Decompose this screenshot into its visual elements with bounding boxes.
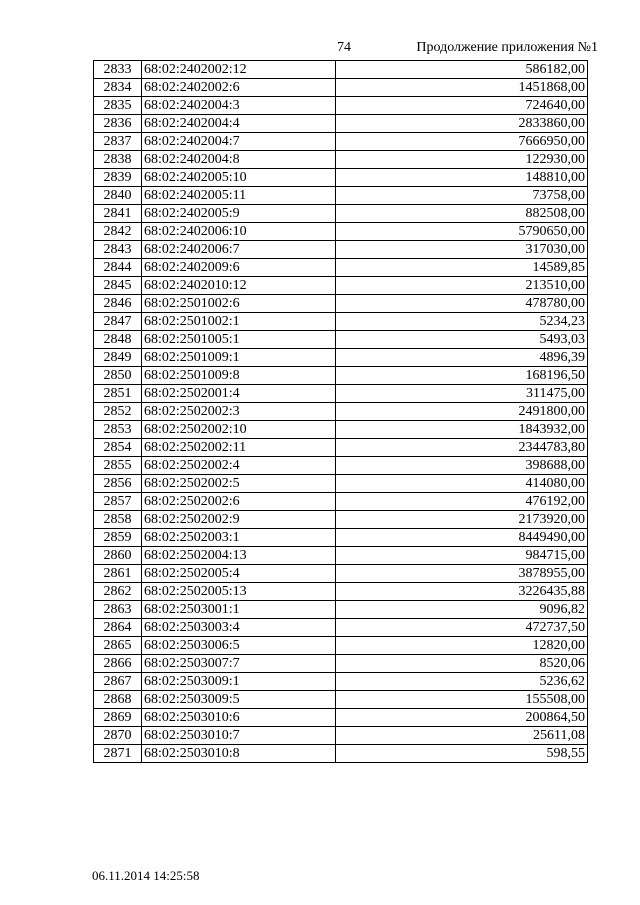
table-row (94, 295, 588, 313)
row-number-cell: 2849 (94, 349, 142, 367)
value-cell: 8449490,00 (336, 529, 588, 547)
value-cell: 1843932,00 (336, 421, 588, 439)
row-number-cell: 2869 (94, 709, 142, 727)
row-number-cell: 2845 (94, 277, 142, 295)
row-number-cell: 2866 (94, 655, 142, 673)
value-cell: 586182,00 (336, 61, 588, 79)
table-row (94, 583, 588, 601)
row-number-cell: 2861 (94, 565, 142, 583)
row-number-cell: 2854 (94, 439, 142, 457)
value-cell: 984715,00 (336, 547, 588, 565)
row-number-cell: 2868 (94, 691, 142, 709)
table-row (94, 691, 588, 709)
value-cell: 5234,23 (336, 313, 588, 331)
table-row (94, 151, 588, 169)
value-cell: 213510,00 (336, 277, 588, 295)
row-number-cell: 2833 (94, 61, 142, 79)
table-row (94, 493, 588, 511)
cadastral-number-cell: 68:02:2502001:4 (142, 385, 336, 403)
row-number-cell: 2852 (94, 403, 142, 421)
cadastral-number-cell: 68:02:2402005:10 (142, 169, 336, 187)
row-number-cell: 2863 (94, 601, 142, 619)
row-number-cell: 2846 (94, 295, 142, 313)
value-cell: 25611,08 (336, 727, 588, 745)
value-cell: 3226435,88 (336, 583, 588, 601)
value-cell: 5790650,00 (336, 223, 588, 241)
value-cell: 200864,50 (336, 709, 588, 727)
cadastral-number-cell: 68:02:2502005:4 (142, 565, 336, 583)
cadastral-number-cell: 68:02:2402005:11 (142, 187, 336, 205)
table-row (94, 619, 588, 637)
row-number-cell: 2838 (94, 151, 142, 169)
cadastral-number-cell: 68:02:2503009:5 (142, 691, 336, 709)
value-cell: 2173920,00 (336, 511, 588, 529)
value-cell: 2491800,00 (336, 403, 588, 421)
cadastral-number-cell: 68:02:2503010:6 (142, 709, 336, 727)
cadastral-number-cell: 68:02:2402005:9 (142, 205, 336, 223)
table-row (94, 313, 588, 331)
row-number-cell: 2848 (94, 331, 142, 349)
table-row (94, 259, 588, 277)
cadastral-number-cell: 68:02:2502005:13 (142, 583, 336, 601)
table-row (94, 187, 588, 205)
cadastral-number-cell: 68:02:2503009:1 (142, 673, 336, 691)
cadastral-number-cell: 68:02:2503010:8 (142, 745, 336, 763)
row-number-cell: 2844 (94, 259, 142, 277)
table-row (94, 439, 588, 457)
row-number-cell: 2856 (94, 475, 142, 493)
cadastral-number-cell: 68:02:2502002:11 (142, 439, 336, 457)
row-number-cell: 2871 (94, 745, 142, 763)
table-row (94, 655, 588, 673)
table-row (94, 205, 588, 223)
value-cell: 73758,00 (336, 187, 588, 205)
table-row (94, 601, 588, 619)
value-cell: 14589,85 (336, 259, 588, 277)
table-row (94, 331, 588, 349)
header-note: Продолжение приложения №1 (416, 40, 598, 55)
row-number-cell: 2840 (94, 187, 142, 205)
registry-table-body (94, 61, 588, 763)
row-number-cell: 2859 (94, 529, 142, 547)
value-cell: 724640,00 (336, 97, 588, 115)
row-number-cell: 2853 (94, 421, 142, 439)
value-cell: 1451868,00 (336, 79, 588, 97)
cadastral-number-cell: 68:02:2502002:4 (142, 457, 336, 475)
table-row (94, 79, 588, 97)
cadastral-number-cell: 68:02:2402004:8 (142, 151, 336, 169)
table-row (94, 727, 588, 745)
table-row (94, 115, 588, 133)
cadastral-number-cell: 68:02:2402004:7 (142, 133, 336, 151)
row-number-cell: 2870 (94, 727, 142, 745)
table-row (94, 61, 588, 79)
cadastral-number-cell: 68:02:2402004:3 (142, 97, 336, 115)
page-number: 74 (337, 40, 351, 55)
table-row (94, 367, 588, 385)
row-number-cell: 2858 (94, 511, 142, 529)
value-cell: 12820,00 (336, 637, 588, 655)
table-row (94, 277, 588, 295)
row-number-cell: 2835 (94, 97, 142, 115)
row-number-cell: 2839 (94, 169, 142, 187)
value-cell: 311475,00 (336, 385, 588, 403)
cadastral-number-cell: 68:02:2501009:8 (142, 367, 336, 385)
value-cell: 8520,06 (336, 655, 588, 673)
row-number-cell: 2843 (94, 241, 142, 259)
value-cell: 598,55 (336, 745, 588, 763)
table-row (94, 475, 588, 493)
row-number-cell: 2841 (94, 205, 142, 223)
row-number-cell: 2842 (94, 223, 142, 241)
value-cell: 168196,50 (336, 367, 588, 385)
cadastral-number-cell: 68:02:2402009:6 (142, 259, 336, 277)
value-cell: 148810,00 (336, 169, 588, 187)
value-cell: 5236,62 (336, 673, 588, 691)
table-row (94, 745, 588, 763)
table-row (94, 529, 588, 547)
cadastral-number-cell: 68:02:2402010:12 (142, 277, 336, 295)
table-row (94, 349, 588, 367)
table-row (94, 403, 588, 421)
value-cell: 882508,00 (336, 205, 588, 223)
table-row (94, 637, 588, 655)
table-row (94, 169, 588, 187)
cadastral-number-cell: 68:02:2502003:1 (142, 529, 336, 547)
cadastral-number-cell: 68:02:2502004:13 (142, 547, 336, 565)
cadastral-number-cell: 68:02:2402006:10 (142, 223, 336, 241)
value-cell: 155508,00 (336, 691, 588, 709)
cadastral-number-cell: 68:02:2402006:7 (142, 241, 336, 259)
cadastral-number-cell: 68:02:2501002:6 (142, 295, 336, 313)
row-number-cell: 2850 (94, 367, 142, 385)
row-number-cell: 2857 (94, 493, 142, 511)
value-cell: 414080,00 (336, 475, 588, 493)
cadastral-number-cell: 68:02:2503010:7 (142, 727, 336, 745)
table-row (94, 511, 588, 529)
row-number-cell: 2836 (94, 115, 142, 133)
cadastral-number-cell: 68:02:2503001:1 (142, 601, 336, 619)
table-row (94, 133, 588, 151)
cadastral-number-cell: 68:02:2502002:6 (142, 493, 336, 511)
registry-table (93, 60, 588, 763)
value-cell: 317030,00 (336, 241, 588, 259)
cadastral-number-cell: 68:02:2402002:12 (142, 61, 336, 79)
cadastral-number-cell: 68:02:2402004:4 (142, 115, 336, 133)
value-cell: 3878955,00 (336, 565, 588, 583)
value-cell: 478780,00 (336, 295, 588, 313)
cadastral-number-cell: 68:02:2501009:1 (142, 349, 336, 367)
table-row (94, 421, 588, 439)
table-row (94, 565, 588, 583)
cadastral-number-cell: 68:02:2402002:6 (142, 79, 336, 97)
row-number-cell: 2855 (94, 457, 142, 475)
cadastral-number-cell: 68:02:2502002:3 (142, 403, 336, 421)
table-row (94, 547, 588, 565)
value-cell: 2344783,80 (336, 439, 588, 457)
row-number-cell: 2865 (94, 637, 142, 655)
cadastral-number-cell: 68:02:2503003:4 (142, 619, 336, 637)
table-row (94, 223, 588, 241)
value-cell: 122930,00 (336, 151, 588, 169)
cadastral-number-cell: 68:02:2501002:1 (142, 313, 336, 331)
row-number-cell: 2834 (94, 79, 142, 97)
value-cell: 5493,03 (336, 331, 588, 349)
value-cell: 2833860,00 (336, 115, 588, 133)
table-row (94, 709, 588, 727)
value-cell: 472737,50 (336, 619, 588, 637)
row-number-cell: 2864 (94, 619, 142, 637)
table-row (94, 97, 588, 115)
value-cell: 4896,39 (336, 349, 588, 367)
value-cell: 7666950,00 (336, 133, 588, 151)
table-row (94, 385, 588, 403)
row-number-cell: 2851 (94, 385, 142, 403)
table-row (94, 241, 588, 259)
cadastral-number-cell: 68:02:2502002:9 (142, 511, 336, 529)
cadastral-number-cell: 68:02:2502002:5 (142, 475, 336, 493)
value-cell: 9096,82 (336, 601, 588, 619)
table-row (94, 457, 588, 475)
value-cell: 476192,00 (336, 493, 588, 511)
cadastral-number-cell: 68:02:2503007:7 (142, 655, 336, 673)
value-cell: 398688,00 (336, 457, 588, 475)
row-number-cell: 2837 (94, 133, 142, 151)
row-number-cell: 2862 (94, 583, 142, 601)
table-row (94, 673, 588, 691)
footer-datetime: 06.11.2014 14:25:58 (92, 868, 200, 883)
cadastral-number-cell: 68:02:2502002:10 (142, 421, 336, 439)
row-number-cell: 2867 (94, 673, 142, 691)
cadastral-number-cell: 68:02:2501005:1 (142, 331, 336, 349)
cadastral-number-cell: 68:02:2503006:5 (142, 637, 336, 655)
row-number-cell: 2860 (94, 547, 142, 565)
row-number-cell: 2847 (94, 313, 142, 331)
